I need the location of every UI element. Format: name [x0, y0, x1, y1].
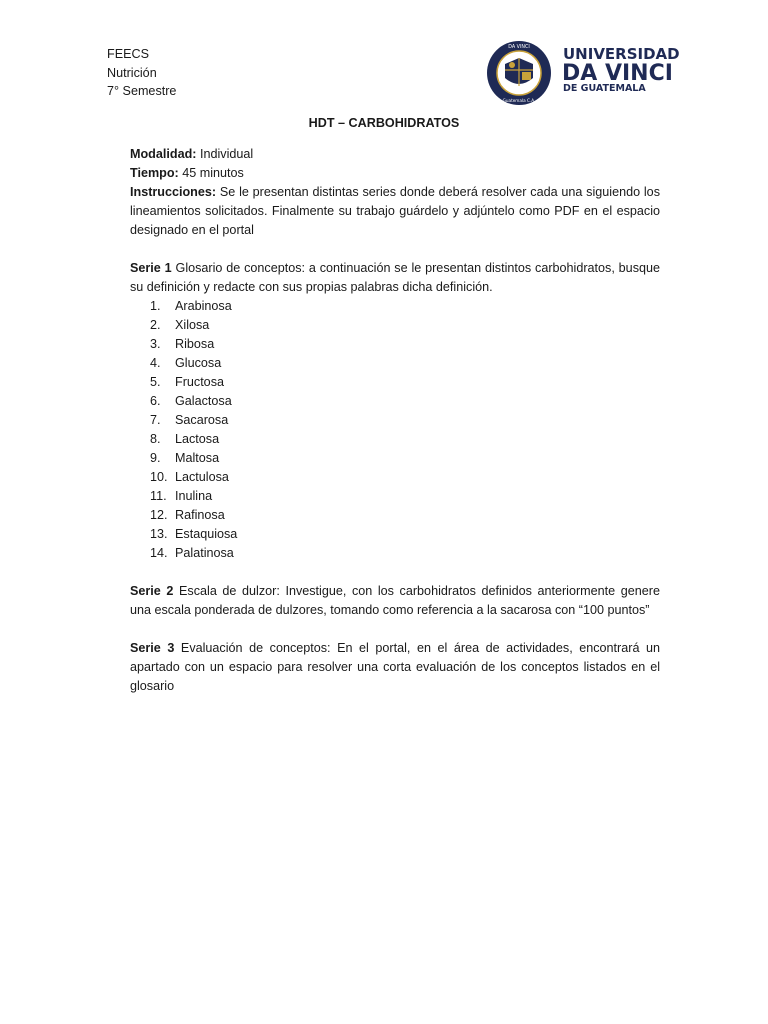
serie2-label: Serie 2	[130, 584, 174, 598]
logo-davinci-word: DA VINCI	[562, 61, 673, 86]
tiempo-value: 45 minutos	[178, 166, 244, 180]
list-item-text: Ribosa	[175, 337, 215, 351]
program-label: Nutrición	[107, 65, 157, 80]
list-item-text: Sacarosa	[175, 413, 229, 427]
list-item-text: Fructosa	[175, 375, 224, 389]
document-title: HDT – CARBOHIDRATOS	[308, 116, 460, 130]
list-item-text: Arabinosa	[175, 299, 232, 313]
list-item-number: 12.	[150, 508, 168, 522]
list-item	[130, 506, 660, 525]
logo-guatemala-word: DE GUATEMALA	[563, 83, 646, 94]
faculty-label: FEECS	[107, 47, 149, 61]
list-item	[130, 297, 660, 316]
list-item-number: 9.	[150, 451, 161, 465]
semester-label: 7° Semestre	[107, 84, 177, 98]
list-item-text: Lactosa	[175, 432, 220, 446]
list-item	[130, 430, 660, 449]
instrucciones-label: Instrucciones:	[130, 185, 217, 199]
tiempo-label: Tiempo:	[130, 166, 179, 180]
list-item-text: Xilosa	[175, 318, 210, 332]
tiempo-line	[130, 164, 660, 183]
list-item-number: 3.	[150, 337, 161, 351]
list-item	[130, 525, 660, 544]
serie3-text: Evaluación de conceptos: En el portal, en el área de actividades, encontrará un apartado con un espacio para resolver una corta evaluación de los conceptos listados en el glosario	[130, 641, 661, 693]
document-body	[130, 145, 660, 696]
list-item	[130, 316, 660, 335]
serie1-label: Serie 1	[130, 261, 172, 275]
list-item-number: 13.	[150, 527, 168, 541]
list-item-number: 5.	[150, 375, 161, 389]
list-item-text: Rafinosa	[175, 508, 225, 522]
list-item	[130, 544, 660, 563]
list-item-number: 1.	[150, 299, 161, 313]
modalidad-value: Individual	[196, 147, 254, 161]
modalidad-line	[130, 145, 660, 164]
list-item	[130, 373, 660, 392]
list-item-text: Glucosa	[175, 356, 222, 370]
list-item	[130, 354, 660, 373]
serie1-text: Glosario de conceptos: a continuación se le presentan distintos carbohidratos, busque su definición y redacte con sus propias palabras dicha definición.	[130, 261, 660, 294]
list-item-number: 6.	[150, 394, 161, 408]
list-item-number: 11.	[150, 489, 167, 503]
list-item	[130, 392, 660, 411]
serie3-paragraph	[130, 639, 660, 696]
serie3-label: Serie 3	[130, 641, 175, 655]
list-item-text: Maltosa	[175, 451, 220, 465]
list-item-text: Galactosa	[175, 394, 232, 408]
list-item-number: 7.	[150, 413, 161, 427]
list-item-text: Palatinosa	[175, 546, 234, 560]
seal-bottom-text: Guatemala C.A.	[502, 98, 536, 103]
instrucciones-paragraph	[130, 183, 660, 240]
serie2-paragraph	[130, 582, 660, 620]
instrucciones-text: Se le presentan distintas series donde deberá resolver cada una siguiendo los lineamientos solicitados. Finalmente su trabajo guárdelo y adjúntelo como PDF en el espacio designado en el portal	[130, 185, 660, 237]
list-item	[130, 487, 660, 506]
list-item	[130, 449, 660, 468]
serie2-title: Escala de dulzor:	[173, 584, 280, 598]
list-item-number: 10.	[150, 470, 168, 484]
course-header	[107, 45, 176, 101]
list-item-text: Lactulosa	[175, 470, 229, 484]
list-item	[130, 411, 660, 430]
university-seal-icon	[487, 41, 551, 105]
serie2-text: Investigue, con los carbohidratos definidos anteriormente genere una escala ponderada de dulzores, tomando como referencia a la sacarosa con “100 puntos”	[130, 584, 660, 617]
list-item	[130, 335, 660, 354]
seal-top-text: DA VINCI	[508, 45, 530, 50]
logo-university-word: UNIVERSIDAD	[563, 45, 680, 63]
list-item	[130, 468, 660, 487]
modalidad-label: Modalidad:	[130, 147, 197, 161]
list-item-number: 8.	[150, 432, 161, 446]
list-item-number: 14.	[150, 546, 168, 560]
carbohydrate-list	[130, 297, 660, 563]
list-item-text: Estaquiosa	[175, 527, 238, 541]
list-item-text: Inulina	[175, 489, 213, 503]
university-logo	[487, 34, 680, 112]
list-item-number: 2.	[150, 318, 161, 332]
serie1-paragraph	[130, 259, 660, 297]
list-item-number: 4.	[150, 356, 161, 370]
